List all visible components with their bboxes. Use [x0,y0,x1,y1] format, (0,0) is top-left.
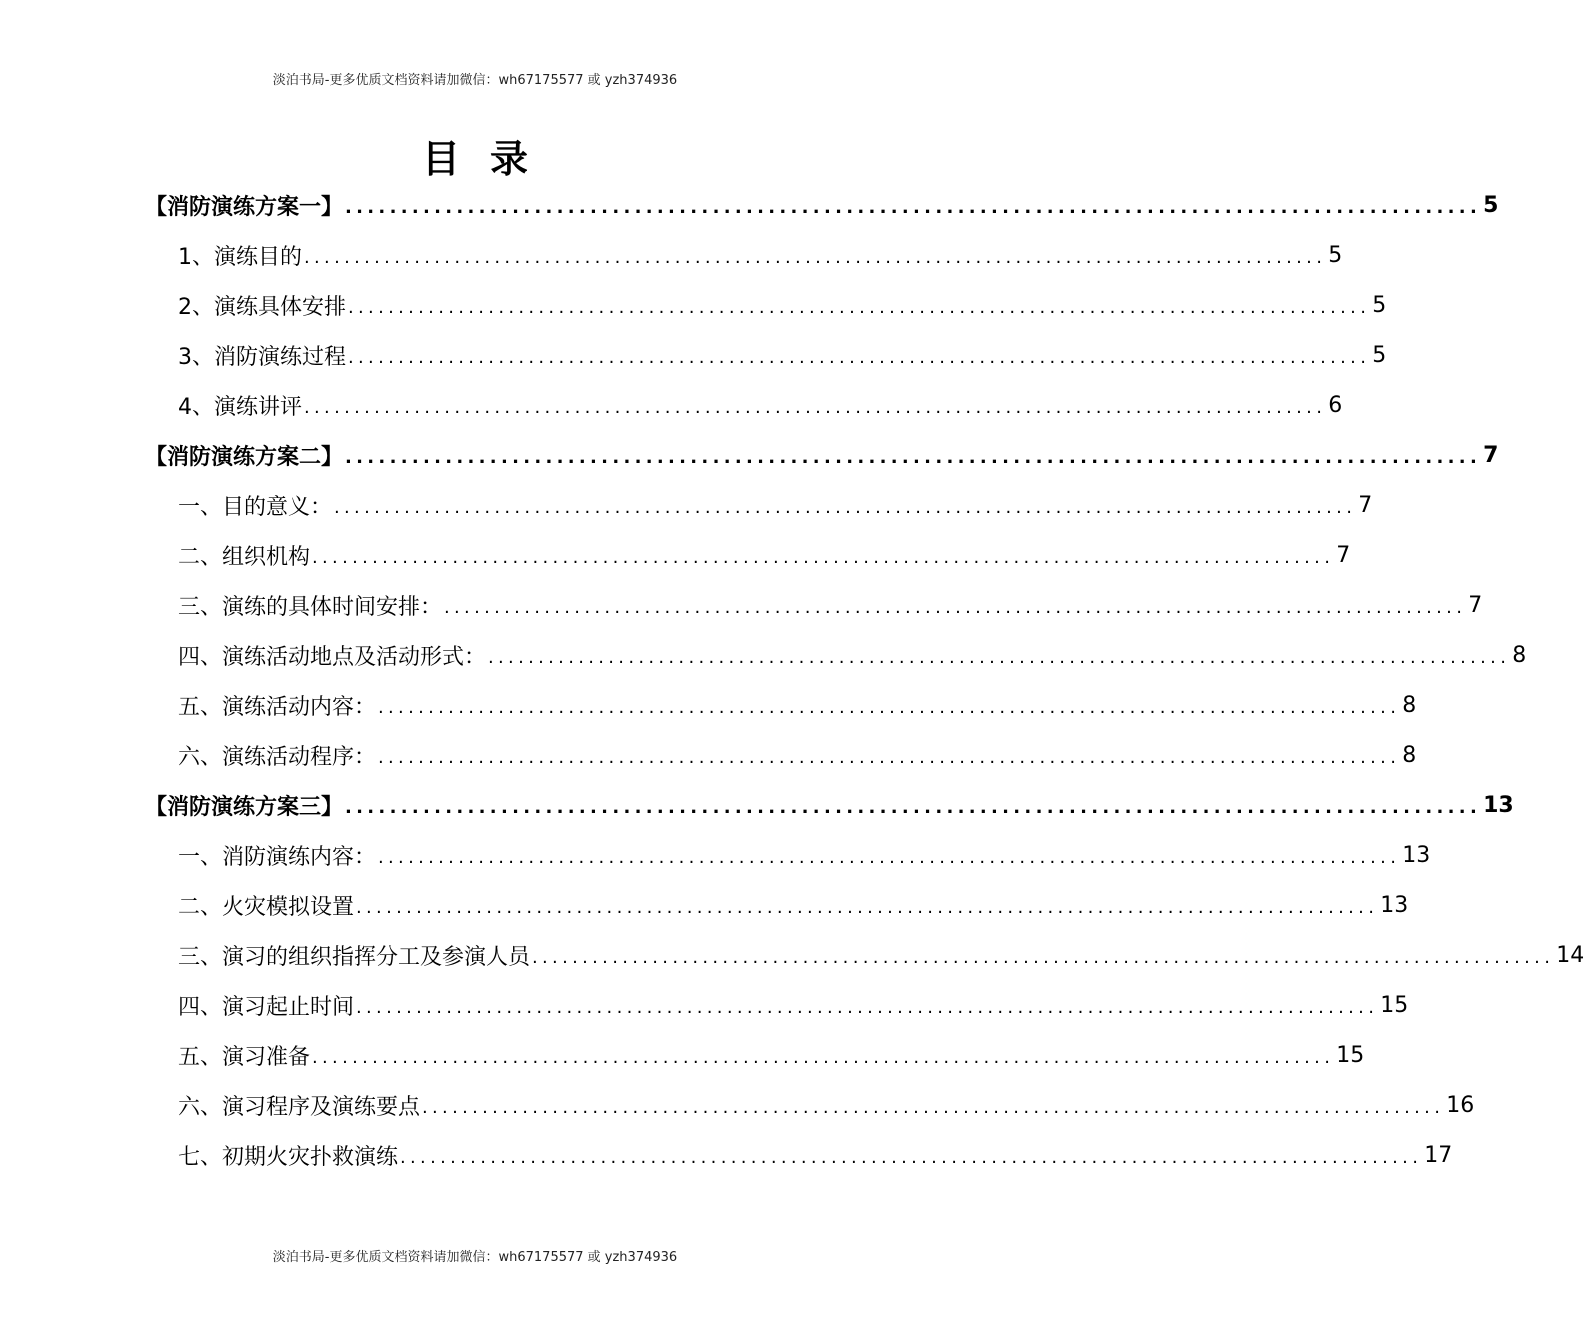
toc-entry-label: 一、消防演练内容： [178,844,377,870]
toc-entry-label: 【消防演练方案三】 [145,794,344,820]
toc-title: 目录 [421,137,558,181]
toc-page-number: 16 [1446,1092,1475,1118]
toc-dot-leader: ...................................................................................................... [400,1147,1423,1168]
toc-page-number: 7 [1483,442,1499,468]
toc-page-number: 13 [1380,892,1409,918]
toc-dot-leader: ...................................................................................................... [345,197,1482,218]
toc-page-number: 5 [1372,342,1387,368]
toc-dot-leader: ...................................................................................................... [378,847,1401,868]
toc-entry-label: 4、演练讲评 [178,394,302,420]
toc-entry-label: 五、演练活动内容： [178,694,377,720]
toc-dot-leader: ...................................................................................................... [312,547,1335,568]
toc-dot-leader: ...................................................................................................... [348,297,1371,318]
toc-dot-leader: ...................................................................................................... [378,747,1401,768]
toc-entry-label: 七、初期火灾扑救演练 [178,1144,399,1170]
toc-entry[interactable] [178,630,1527,680]
toc-entry-label: 3、消防演练过程 [178,344,346,370]
toc-entry[interactable] [178,380,1343,430]
toc-dot-leader: ...................................................................................................... [532,947,1555,968]
toc-page-number: 7 [1358,492,1373,518]
toc-entry[interactable] [178,1030,1365,1080]
toc-entry[interactable] [178,530,1351,580]
toc-entry-label: 二、组织机构 [178,544,311,570]
toc-page-number: 5 [1483,192,1499,218]
toc-dot-leader: ...................................................................................................... [334,497,1357,518]
toc-entry-label: 六、演练活动程序： [178,744,377,770]
toc-page-number: 13 [1483,792,1514,818]
toc-dot-leader: ...................................................................................................... [356,897,1379,918]
toc-page-number: 5 [1372,292,1387,318]
toc-dot-leader: ...................................................................................................... [444,597,1467,618]
toc-entry[interactable] [145,180,1499,230]
toc-page-number: 7 [1336,542,1351,568]
toc-dot-leader: ...................................................................................................... [304,397,1327,418]
toc-entry-label: 四、演练活动地点及活动形式： [178,644,487,670]
toc-page-number: 5 [1328,242,1343,268]
toc-entry-label: 二、火灾模拟设置 [178,894,355,920]
toc-entry-label: 【消防演练方案二】 [145,444,344,470]
page-header: 淡泊书局-更多优质文档资料请加微信：wh67175577 或 yzh374936 [272,73,678,88]
toc-entry[interactable] [178,730,1417,780]
toc-entry[interactable] [178,1080,1475,1130]
toc-dot-leader: ...................................................................................................... [345,797,1482,818]
toc-entry[interactable] [178,830,1431,880]
toc-dot-leader: ...................................................................................................... [348,347,1371,368]
toc-entry-label: 五、演习准备 [178,1044,311,1070]
toc-page-number: 15 [1380,992,1409,1018]
toc-entry-label: 三、演练的具体时间安排： [178,594,443,620]
toc-entry-label: 三、演习的组织指挥分工及参演人员 [178,944,531,970]
toc-dot-leader: ...................................................................................................... [304,247,1327,268]
toc-dot-leader: ...................................................................................................... [356,997,1379,1018]
toc-page-number: 15 [1336,1042,1365,1068]
toc-entry[interactable] [178,680,1417,730]
toc-entry[interactable] [145,780,1514,830]
toc-entry-label: 一、目的意义： [178,494,333,520]
toc-dot-leader: ...................................................................................................... [312,1047,1335,1068]
toc-dot-leader: ...................................................................................................... [422,1097,1445,1118]
toc-entry[interactable] [178,330,1387,380]
page-footer: 淡泊书局-更多优质文档资料请加微信：wh67175577 或 yzh374936 [272,1250,678,1265]
toc-entry-label: 2、演练具体安排 [178,294,346,320]
toc-entry[interactable] [178,280,1387,330]
toc-dot-leader: ...................................................................................................... [378,697,1401,718]
toc-page-number: 8 [1402,742,1417,768]
toc-page-number: 14 [1556,942,1584,968]
toc-page-number: 13 [1402,842,1431,868]
toc-page-number: 17 [1424,1142,1453,1168]
toc-entry[interactable] [145,430,1499,480]
toc-entry-label: 【消防演练方案一】 [145,194,344,220]
toc-entry-label: 四、演习起止时间 [178,994,355,1020]
toc-entry-label: 六、演习程序及演练要点 [178,1094,421,1120]
toc-entry[interactable] [178,880,1409,930]
toc-page-number: 7 [1468,592,1483,618]
toc-entry[interactable] [178,980,1409,1030]
toc-dot-leader: ...................................................................................................... [345,447,1482,468]
toc-entry-label: 1、演练目的 [178,244,302,270]
toc-page-number: 6 [1328,392,1343,418]
toc-entry[interactable] [178,930,1584,980]
toc-entry[interactable] [178,480,1373,530]
toc-page-number: 8 [1512,642,1527,668]
toc-page-number: 8 [1402,692,1417,718]
toc-entry[interactable] [178,1130,1453,1180]
toc-entry[interactable] [178,580,1483,630]
toc-dot-leader: ...................................................................................................... [488,647,1511,668]
toc-entry[interactable] [178,230,1343,280]
